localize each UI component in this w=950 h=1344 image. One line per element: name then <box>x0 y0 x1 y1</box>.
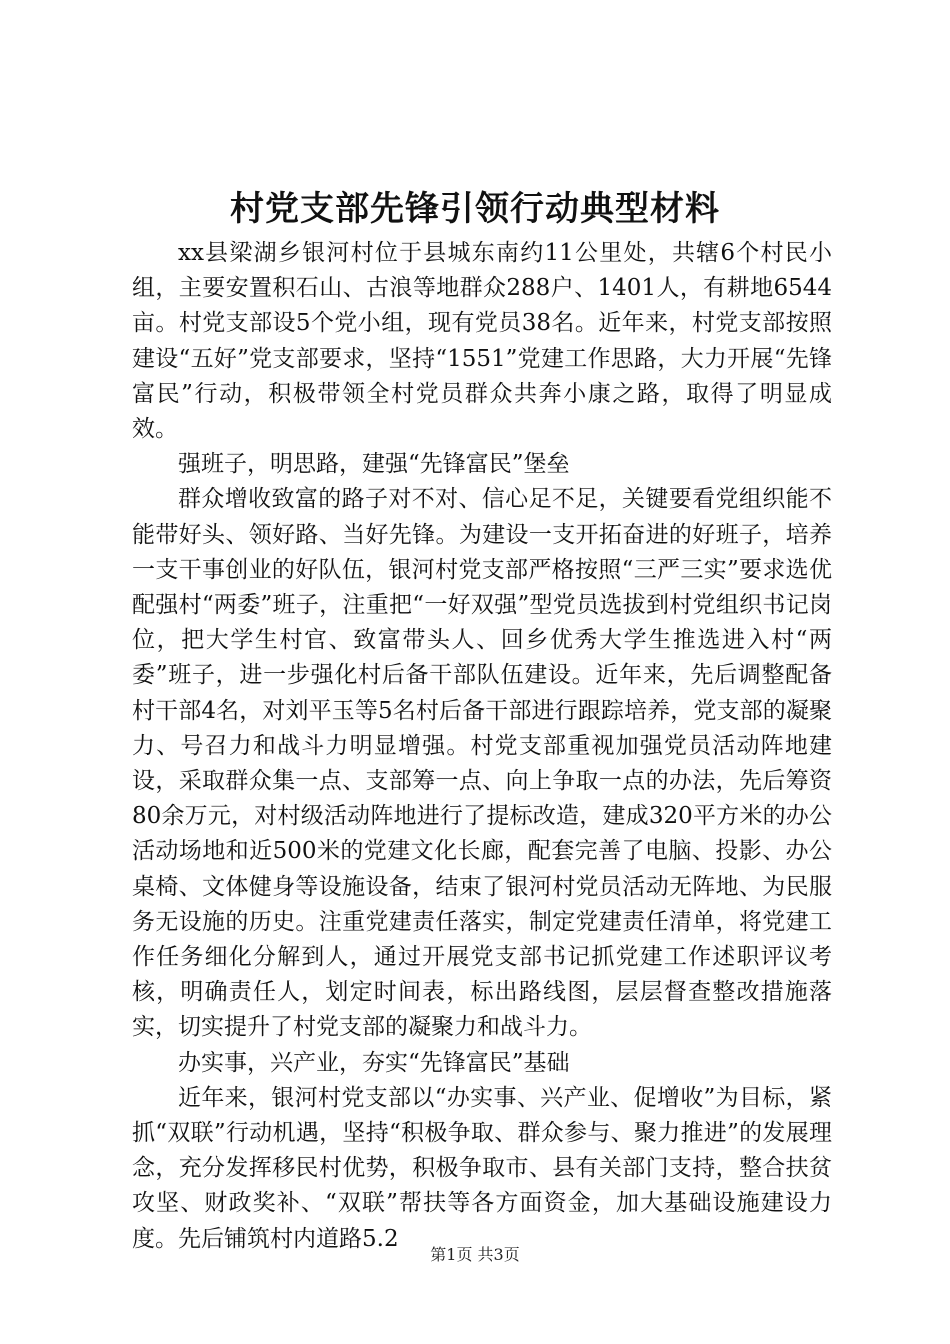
paragraph-section-1: 群众增收致富的路子对不对、信心足不足，关键要看党组织能不能带好头、领好路、当好先锋。为建设一支开拓奋进的好班子，培养一支干事创业的好队伍，银河村党支部严格按照“三严三实”要求选优配强村“两委”班子，注重把“一好双强”型党员选拔到村党组织书记岗位，把大学生村官、致富带头人、回乡优秀大学生推选进入村“两委”班子，进一步强化村后备干部队伍建设。近年来，先后调整配备村干部4名，对刘平玉等5名村后备干部进行跟踪培养，党支部的凝聚力、号召力和战斗力明显增强。村党支部重视加强党员活动阵地建设，采取群众集一点、支部筹一点、向上争取一点的办法，先后筹资80余万元，对村级活动阵地进行了提标改造，建成320平方米的办公活动场地和近500米的党建文化长廊，配套完善了电脑、投影、办公桌椅、文体健身等设施设备，结束了银河村党员活动无阵地、为民服务无设施的历史。注重党建责任落实，制定党建责任清单，将党建工作任务细化分解到人，通过开展党支部书记抓党建工作述职评议考核，明确责任人，划定时间表，标出路线图，层层督查整改措施落实，切实提升了村党支部的凝聚力和战斗力。 <box>132 486 832 1041</box>
page-footer: 第1页 共3页 <box>430 1245 520 1264</box>
section-heading-2: 办实事，兴产业，夯实“先锋富民”基础 <box>178 1049 570 1076</box>
section-heading-1: 强班子，明思路，建强“先锋富民”堡垒 <box>178 451 570 478</box>
paragraph-intro: xx县梁湖乡银河村位于县城东南约11公里处，共辖6个村民小组，主要安置积石山、古浪等地群众288户、1401人，有耕地6544亩。村党支部设5个党小组，现有党员38名。近年来，村党支部按照建设“五好”党支部要求，坚持“1551”党建工作思路，大力开展“先锋富民”行动，积极带领全村党员群众共奔小康之路，取得了明显成效。 <box>132 240 832 443</box>
document-title: 村党支部先锋引领行动典型材料 <box>230 189 720 229</box>
paragraph-section-2: 近年来，银河村党支部以“办实事、兴产业、促增收”为目标，紧抓“双联”行动机遇，坚持“积极争取、群众参与、聚力推进”的发展理念，充分发挥移民村优势，积极争取市、县有关部门支持，整合扶贫攻坚、财政奖补、“双联”帮扶等各方面资金，加大基础设施建设力度。先后铺筑村内道路5.2 <box>132 1084 832 1252</box>
document-body <box>132 236 832 1257</box>
